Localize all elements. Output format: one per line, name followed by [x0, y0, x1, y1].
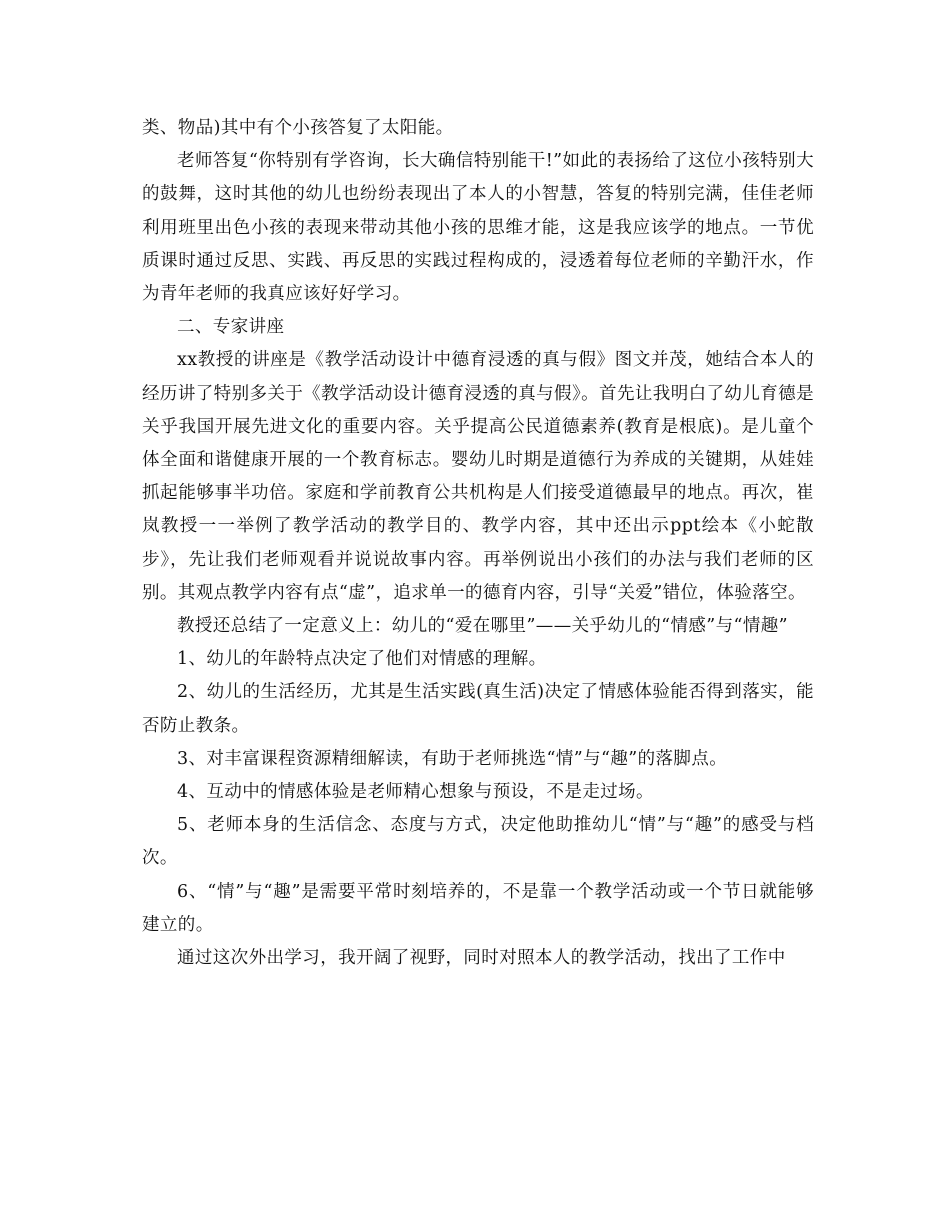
list-item-5: 5、老师本身的生活信念、态度与方式，决定他助推幼儿“情”与“趣”的感受与档次。 [142, 815, 814, 869]
document-body [142, 112, 814, 975]
list-item-2: 2、幼儿的生活经历，尤其是生活实践(真生活)决定了情感体验能否得到落实，能否防止教条。 [142, 682, 814, 736]
paragraph-continuation: 类、物品)其中有个小孩答复了太阳能。 [142, 118, 454, 138]
list-item-4: 4、互动中的情感体验是老师精心想象与预设，不是走过场。 [177, 782, 654, 803]
list-item-3: 3、对丰富课程资源精细解读，有助于老师挑选“情”与“趣”的落脚点。 [177, 748, 728, 769]
paragraph-professor-conclusion: 教授还总结了一定意义上：幼儿的“爱在哪里”——关乎幼儿的“情感”与“情趣” [177, 616, 788, 637]
section-heading-expert-lecture: 二、专家讲座 [177, 317, 285, 338]
paragraph-closing: 通过这次外出学习，我开阔了视野，同时对照本人的教学活动，找出了工作中 [177, 948, 786, 969]
paragraph-lecture-summary: xx教授的讲座是《教学活动设计中德育浸透的真与假》图文并茂，她结合本人的经历讲了特别多关于《教学活动设计德育浸透的真与假》。首先让我明白了幼儿育德是关乎我国开展先进文化的重要内容。关乎提高公民道德素养(教育是根底)。是儿童个体全面和谐健康开展的一个教育标志。婴幼儿时期是道德行为养成的关键期，从娃娃抓起能够事半功倍。家庭和学前教育公共机构是人们接受道德最早的地点。再次，崔岚教授一一举例了教学活动的教学目的、教学内容，其中还出示ppt绘本《小蛇散步》，先让我们老师观看并说说故事内容。再举例说出小孩们的办法与我们老师的区别。其观点教学内容有点“虚”，追求单一的德育内容，引导“关爱”错位，体验落空。 [142, 350, 814, 603]
list-item-1: 1、幼儿的年龄特点决定了他们对情感的理解。 [177, 649, 547, 670]
list-item-6: 6、“情”与“趣”是需要平常时刻培养的，不是靠一个教学活动或一个节日就能够建立的。 [142, 881, 814, 935]
paragraph-teacher-praise: 老师答复“你特别有学咨询，长大确信特别能干!”如此的表扬给了这位小孩特别大的鼓舞，这时其他的幼儿也纷纷表现出了本人的小智慧，答复的特别完满，佳佳老师利用班里出色小孩的表现来带动其他小孩的思维才能，这是我应该学的地点。一节优质课时通过反思、实践、再反思的实践过程构成的，浸透着每位老师的辛勤汗水，作为青年老师的我真应该好好学习。 [142, 151, 814, 305]
